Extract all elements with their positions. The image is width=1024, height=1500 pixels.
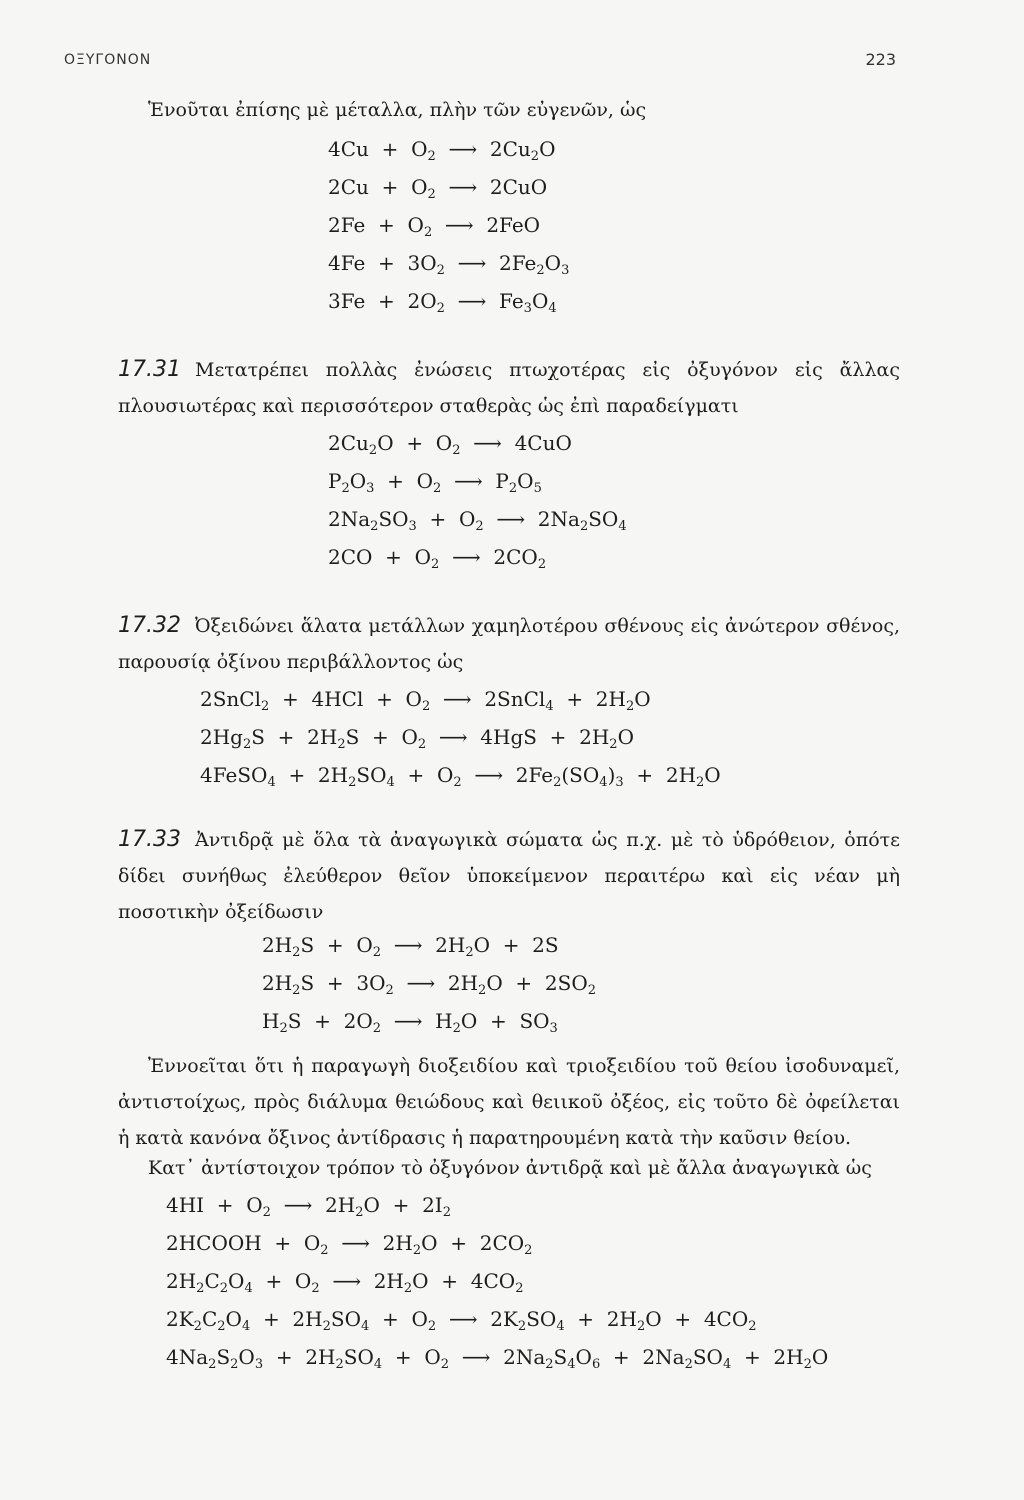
equation: $2H_2C_2O_4 + O_2$ ⟶ $2H_2O + 4CO_2$: [166, 1269, 524, 1296]
section-17-31: [118, 352, 900, 424]
equation: 4FeSO$_4$ + $2H_2SO_4 + O_2$ ⟶ $2Fe_2(SO_4)_3 + 2H_2O$: [200, 763, 721, 790]
equation: 2HCOOH + $O_2$ ⟶ $2H_2O + 2CO_2$: [166, 1231, 533, 1258]
note-paragraph: Ἐννοεῖται ὅτι ἡ παραγωγὴ διοξειδίου καὶ τριοξειδίου τοῦ θείου ἰσοδυναμεῖ, ἀντιστοίχως, πρὸς διάλυμα θειώδους καὶ θειικοῦ ὀξέος, εἰς τοῦτο δὲ ὀφείλεται ἡ κατὰ κανόνα ὄξινος ἀντίδρασις ἡ παρατηρουμένη κατὰ τὴν καῦσιν θείου.: [118, 1055, 900, 1149]
equation: $2H_2S + 3O_2$ ⟶ $2H_2O + 2SO_2$: [262, 971, 596, 998]
equation: $3Fe + 2O_2$ ⟶ $Fe_3O_4$: [328, 289, 557, 316]
equation: $2K_2C_2O_4 + 2H_2SO_4 + O_2$ ⟶ $2K_2SO_4 + 2H_2O + 4CO_2$: [166, 1307, 757, 1334]
equation: 2SnCl$_2$ + $4HCl + O_2$ ⟶ 2SnCl$_4$ + $2H_2O$: [200, 687, 651, 714]
equation: $2Fe + O_2$ ⟶ 2FeO: [328, 213, 541, 240]
equation: $4Na_2S_2O_3 + 2H_2SO_4 + O_2$ ⟶ $2Na_2S_4O_6 + 2Na_2SO_4 + 2H_2O$: [166, 1345, 829, 1372]
section-17-32: [118, 608, 900, 680]
running-title: ΟΞΥΓΟΝΟΝ: [64, 52, 152, 68]
section-number: 17.33: [118, 827, 181, 852]
equation: $2H_2S + O_2$ ⟶ $2H_2O + 2S$: [262, 933, 559, 960]
equation: $P_2O_3 + O_2$ ⟶ $P_2O_5$: [328, 469, 542, 496]
section-17-33: [118, 822, 900, 930]
equation: $2Hg_2S + 2H_2S + O_2$ ⟶ $4HgS + 2H_2O$: [200, 725, 634, 752]
section-text: Μετατρέπει πολλὰς ἐνώσεις πτωχοτέρας εἰς ὀξυγόνον εἰς ἄλλας πλουσιωτέρας καὶ περισσότερον σταθερὰς ὡς ἐπὶ παραδείγματι: [118, 359, 900, 417]
equation: $4Fe + 3O_2$ ⟶ $2Fe_2O_3$: [328, 251, 570, 278]
intro-paragraph: Ἑνοῦται ἐπίσης μὲ μέταλλα, πλὴν τῶν εὐγενῶν, ὡς: [148, 99, 647, 121]
equation: $2CO + O_2$ ⟶ $2CO_2$: [328, 545, 547, 572]
section-number: 17.32: [118, 613, 181, 638]
equation: $2Cu_2O + O_2$ ⟶ 4CuO: [328, 431, 572, 458]
section-text: Ἀντιδρᾷ μὲ ὅλα τὰ ἀναγωγικὰ σώματα ὡς π.χ. μὲ τὸ ὑδρόθειον, ὁπότε δίδει συνήθως ἐλεύθερον θεῖον ὑποκείμενον περαιτέρω καὶ εἰς νέαν μὴ ποσοτικὴν ὀξείδωσιν: [118, 829, 900, 923]
closing-paragraph: Κατ᾽ ἀντίστοιχον τρόπον τὸ ὀξυγόνον ἀντιδρᾷ καὶ μὲ ἄλλα ἀναγωγικὰ ὡς: [148, 1157, 872, 1179]
equation: $4HI + O_2$ ⟶ $2H_2O + 2I_2$: [166, 1193, 451, 1220]
equation: $2Cu + O_2$ ⟶ 2CuO: [328, 175, 548, 202]
section-number: 17.31: [118, 357, 181, 382]
equation: $4Cu + O_2$ ⟶ $2Cu_2O$: [328, 137, 556, 164]
equation: $2Na_2SO_3 + O_2$ ⟶ $2Na_2SO_4$: [328, 507, 627, 534]
equation: $H_2S + 2O_2$ ⟶ $H_2O + SO_3$: [262, 1009, 558, 1036]
section-text: Ὀξειδώνει ἅλατα μετάλλων χαμηλοτέρου σθένους εἰς ἀνώτερον σθένος, παρουσίᾳ ὀξίνου περιβάλλοντος ὡς: [118, 615, 900, 673]
page-number: 223: [865, 50, 896, 69]
